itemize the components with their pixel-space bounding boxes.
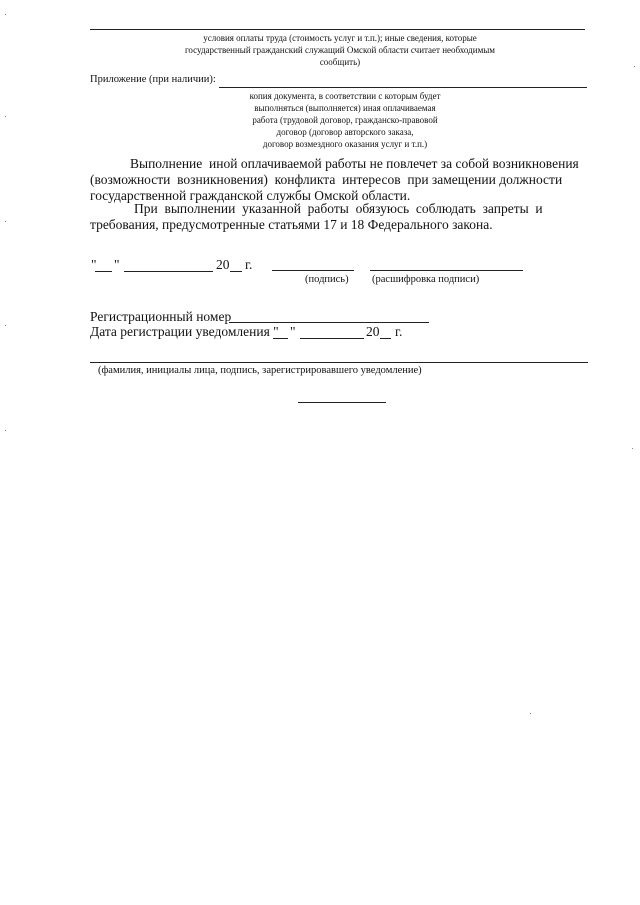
statement-line: государственной гражданской службы Омской области. xyxy=(90,188,411,203)
scan-speck xyxy=(5,116,6,117)
end-rule xyxy=(298,402,386,403)
statement-line: требования, предусмотренные статьями 17 и 18 Федерального закона. xyxy=(90,217,493,232)
scan-speck xyxy=(634,66,635,67)
date-day-field[interactable] xyxy=(95,271,112,272)
registration-day-field[interactable] xyxy=(273,338,288,339)
registration-year-suffix: г. xyxy=(395,324,403,339)
signature-field[interactable] xyxy=(272,270,354,271)
header-note-line: условия оплаты труда (стоимость услуг и т.п.); иные сведения, которые xyxy=(203,33,477,43)
statement-line: Выполнение иной оплачиваемой работы не повлечет за собой возникновения xyxy=(130,156,579,171)
attachment-note-line: копия документа, в соответствии с которым будет xyxy=(249,91,441,101)
scan-speck xyxy=(5,221,6,222)
date-quote-close: " xyxy=(114,257,120,272)
attachment-note-line: работа (трудовой договор, гражданско-правовой xyxy=(252,115,438,125)
registration-year-field[interactable] xyxy=(380,338,391,339)
attachment-note xyxy=(200,90,490,150)
statement-line: (возможности возникновения) конфликта интересов при замещении должности xyxy=(90,172,563,187)
scan-speck xyxy=(5,14,6,15)
registration-number-label: Регистрационный номер xyxy=(90,309,232,324)
signature-caption: (подпись) xyxy=(305,274,349,285)
scan-speck xyxy=(5,325,6,326)
registration-month-field[interactable] xyxy=(300,338,364,339)
scan-speck xyxy=(5,430,6,431)
header-rule xyxy=(90,29,585,30)
statement-para-2 xyxy=(90,201,550,233)
attachment-label: Приложение (при наличии): xyxy=(90,74,216,85)
registrar-caption: (фамилия, инициалы лица, подпись, зарегистрировавшего уведомление) xyxy=(98,365,422,376)
date-year-field[interactable] xyxy=(230,271,242,272)
attachment-note-line: договор (договор авторского заказа, xyxy=(276,127,414,137)
header-note-line: сообщить) xyxy=(319,57,361,67)
registration-date-label: Дата регистрации уведомления " xyxy=(90,324,279,339)
attachment-note-line: договор возмездного оказания услуг и т.п.) xyxy=(262,139,428,149)
date-month-field[interactable] xyxy=(124,271,213,272)
decoding-caption: (расшифровка подписи) xyxy=(372,274,480,285)
scan-speck xyxy=(632,448,633,449)
attachment-note-line: выполняться (выполняется) иная оплачиваемая xyxy=(254,103,436,113)
date-year-prefix: 20 xyxy=(216,257,230,272)
scan-speck xyxy=(530,713,531,714)
registration-quote-close: " xyxy=(290,324,296,339)
registrar-field[interactable] xyxy=(90,362,588,363)
registration-year-prefix: 20 xyxy=(366,324,380,339)
header-note xyxy=(140,32,540,68)
registration-number-field[interactable] xyxy=(229,322,429,323)
header-note-line: государственный гражданский служащий Омской области считает необходимым xyxy=(184,45,496,55)
statement-line: При выполнении указанной работы обязуюсь соблюдать запреты и xyxy=(134,201,543,216)
date-quote-open: " xyxy=(91,257,97,272)
statement-para-1 xyxy=(90,156,579,204)
attachment-field[interactable] xyxy=(219,87,587,88)
date-year-suffix: г. xyxy=(245,257,253,272)
signature-decoding-field[interactable] xyxy=(370,270,523,271)
